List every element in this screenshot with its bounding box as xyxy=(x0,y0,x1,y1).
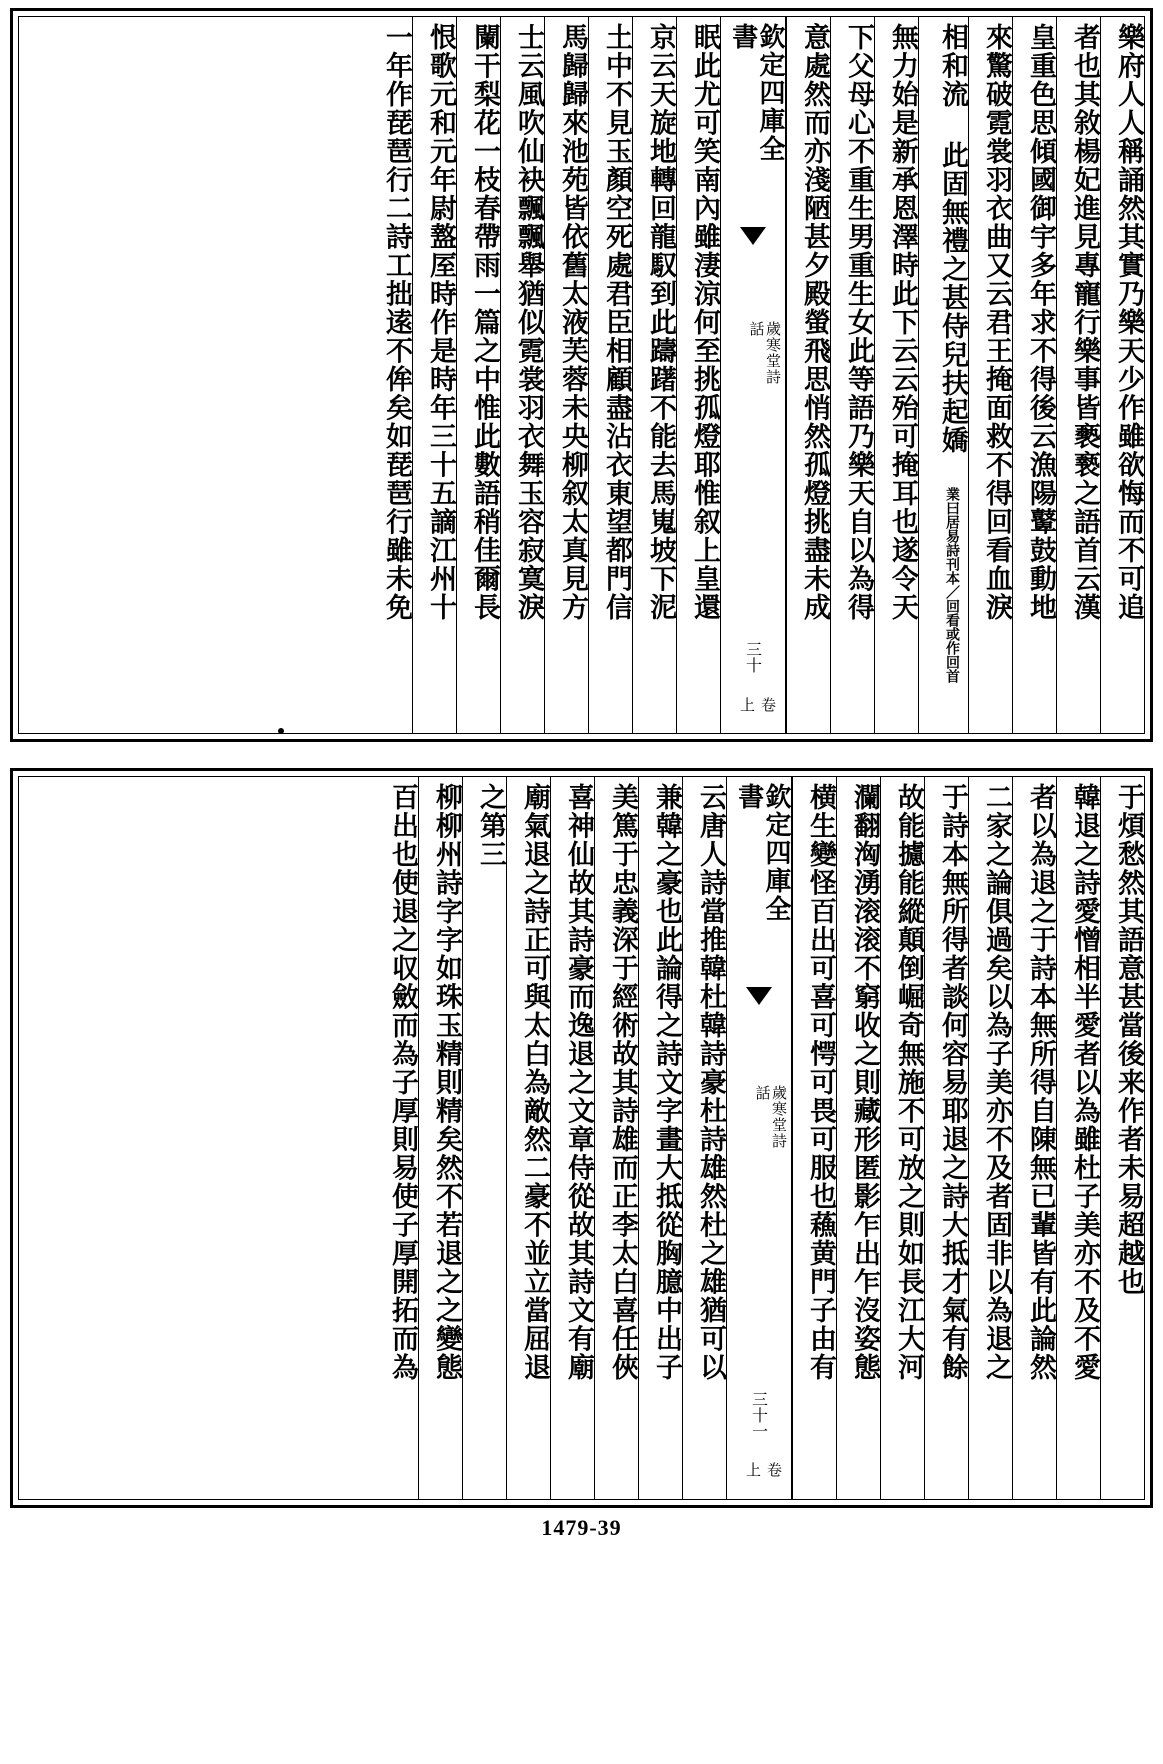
ink-dot-mark xyxy=(278,728,284,734)
scan-block-bottom xyxy=(10,768,1153,1508)
spine-subtitle: 歲寒堂詩話 xyxy=(747,321,782,386)
text-column: 京云天旋地轉回龍馭到此躊躇不能去馬嵬坡下泥 xyxy=(632,17,676,733)
page-spine-bottom xyxy=(726,777,792,1499)
text-column: 兼韓之豪也此論得之詩文字畫大抵從胸臆中出子 xyxy=(638,777,682,1499)
text-column: 于詩本無所得者談何容易耶退之詩大抵才氣有餘 xyxy=(924,777,968,1499)
text-column: 故能攄能縱顛倒崛奇無施不可放之則如長江大河 xyxy=(880,777,924,1499)
text-column: 柳柳州詩字字如珠玉精則精矣然不若退之之變態 xyxy=(418,777,462,1499)
text-column: 美篤于忠義深于經術故其詩雄而正李太白喜任俠 xyxy=(594,777,638,1499)
text-column: 横生變怪百出可喜可愕可畏可服也蘓黄門子由有 xyxy=(792,777,836,1499)
scan-block-top xyxy=(10,8,1153,742)
text-column: 士云風吹仙袂飄飄舉猶似霓裳羽衣舞玉容寂寞淚 xyxy=(500,17,544,733)
interlinear-note: 業曰居易詩刊本／回看或作回首 xyxy=(944,487,960,683)
page-footer-label: 1479-39 xyxy=(541,1515,622,1540)
page-number: 三十 xyxy=(743,641,763,673)
text-column: 韓退之詩愛憎相半愛者以為雖杜子美亦不及不愛 xyxy=(1056,777,1100,1499)
text-column: 來驚破霓裳羽衣曲又云君王掩面救不得回看血淚 xyxy=(968,17,1012,733)
spine-subtitle: 歲寒堂詩話 xyxy=(753,1085,788,1149)
text-column: 無力始是新承恩澤時此下云云殆可掩耳也遂令天 xyxy=(874,17,918,733)
text-column-main: 相和流 此固無禮之甚侍兒扶起嬌 xyxy=(937,23,968,455)
text-column: 之第三 xyxy=(462,777,506,1499)
text-column: 喜神仙故其詩豪而逸退之文章侍從故其詩文有廟 xyxy=(550,777,594,1499)
spine-volume: 卷上 xyxy=(744,1462,783,1479)
fishtail-icon xyxy=(740,227,766,245)
text-column: 樂府人人稱誦然其實乃樂天少作雖欲悔而不可追 xyxy=(1100,17,1144,733)
text-column: 意處然而亦淺陋甚夕殿螢飛思悄然孤燈挑盡未成 xyxy=(786,17,830,733)
text-column: 二家之論俱過矣以為子美亦不及者固非以為退之 xyxy=(968,777,1012,1499)
text-column: 百出也使退之収斂而為子厚則易使子厚開拓而為 xyxy=(387,783,418,1382)
text-column: 下父母心不重生男重生女此等語乃樂天自以為得 xyxy=(830,17,874,733)
text-column: 馬歸歸來池苑皆依舊太液芙蓉未央柳叙太真見方 xyxy=(544,17,588,733)
text-column: 眠此尤可笑南內雖淒涼何至挑孤燈耶惟叙上皇還 xyxy=(676,17,720,733)
page-number: 三十一 xyxy=(749,1391,769,1439)
spine-title: 欽定四庫全書 xyxy=(727,23,785,163)
page-spine-top xyxy=(720,17,786,733)
fishtail-icon xyxy=(746,987,772,1005)
text-column: 土中不見玉顏空死處君臣相顧盡沾衣東望都門信 xyxy=(588,17,632,733)
text-column: 恨歌元和元年尉盩厔時作是時年三十五謫江州十 xyxy=(412,17,456,733)
text-column: 于煩愁然其語意甚當後来作者未易超越也 xyxy=(1100,777,1144,1499)
spine-title: 欽定四庫全書 xyxy=(733,783,791,923)
text-column: 皇重色思傾國御宇多年求不得後云漁陽鼙鼓動地 xyxy=(1012,17,1056,733)
block-separator xyxy=(10,742,1153,768)
text-column: 云唐人詩當推韓杜韓詩豪杜詩雄然杜之雄猶可以 xyxy=(682,777,726,1499)
text-frame-top xyxy=(18,16,1145,734)
text-column: 瀾翻洶湧滚滚不窮收之則藏形匿影乍出乍沒姿態 xyxy=(836,777,880,1499)
text-column: 一年作琵琶行二詩工拙逺不侔矣如琵琶行雖未免 xyxy=(381,23,412,622)
text-column: 闌干梨花一枝春帶雨一篇之中惟此數語稍佳爾長 xyxy=(456,17,500,733)
text-column: 廟氣退之詩正可與太白為敵然二豪不並立當屈退 xyxy=(506,777,550,1499)
text-column-with-note xyxy=(918,17,968,733)
spine-volume: 卷上 xyxy=(738,696,777,713)
text-column: 者也其敘楊妃進見專寵行樂事皆褻䙝之語首云漢 xyxy=(1056,17,1100,733)
text-frame-bottom xyxy=(18,776,1145,1500)
text-column: 者以為退之于詩本無所得自陳無已輩皆有此論然 xyxy=(1012,777,1056,1499)
